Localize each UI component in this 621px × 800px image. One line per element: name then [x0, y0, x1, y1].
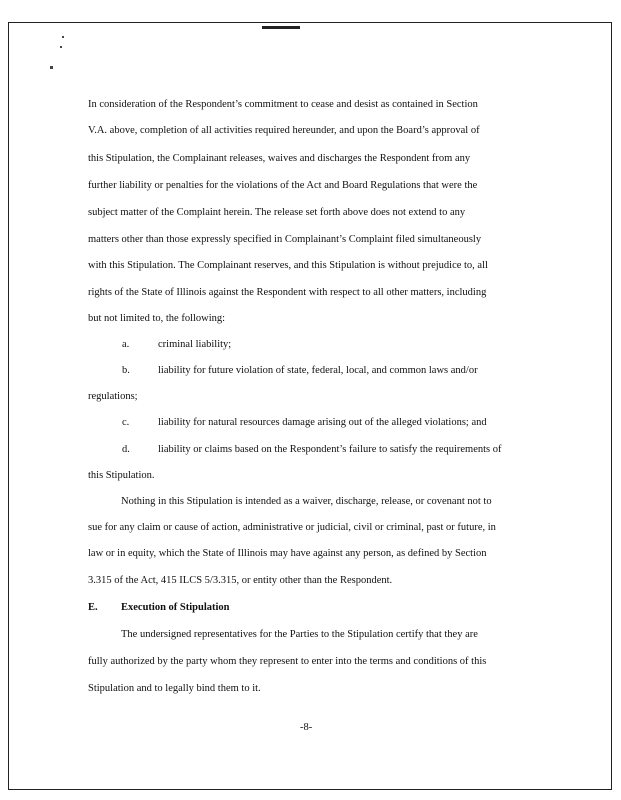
body-line: fully authorized by the party whom they represent to enter into the terms and conditions of this [88, 656, 487, 667]
body-line: subject matter of the Complaint herein. The release set forth above does not extend to any [88, 207, 466, 218]
body-line: rights of the State of Illinois against the Respondent with respect to all other matters, including [88, 287, 487, 298]
list-marker: b. [122, 365, 130, 376]
body-line: In consideration of the Respondent’s commitment to cease and desist as contained in Section [88, 99, 478, 110]
section-letter: E. [88, 602, 98, 613]
section-title: Execution of Stipulation [121, 602, 230, 613]
scan-speck [62, 36, 64, 38]
list-item-continuation: regulations; [88, 391, 138, 402]
scan-speck [60, 46, 62, 48]
page-border [8, 22, 612, 790]
scan-speck [50, 66, 53, 69]
body-line: matters other than those expressly specified in Complainant’s Complaint filed simultaneously [88, 234, 482, 245]
list-marker: a. [122, 339, 130, 350]
list-marker: d. [122, 444, 130, 455]
list-item-text: liability for future violation of state, federal, local, and common laws and/or [158, 365, 478, 376]
body-line: Nothing in this Stipulation is intended as a waiver, discharge, release, or covenant not to [121, 496, 492, 507]
list-item-text: liability or claims based on the Respondent’s failure to satisfy the requirements of [158, 444, 502, 455]
body-line: but not limited to, the following: [88, 313, 226, 324]
body-line: law or in equity, which the State of Illinois may have against any person, as defined by Section [88, 548, 487, 559]
body-line: 3.315 of the Act, 415 ILCS 5/3.315, or entity other than the Respondent. [88, 575, 393, 586]
body-line: this Stipulation, the Complainant releases, waives and discharges the Respondent from any [88, 153, 471, 164]
list-item-text: liability for natural resources damage arising out of the alleged violations; and [158, 417, 487, 428]
body-line: Stipulation and to legally bind them to it. [88, 683, 261, 694]
body-line: with this Stipulation. The Complainant reserves, and this Stipulation is without prejudice to, all [88, 260, 488, 271]
body-line: V.A. above, completion of all activities required hereunder, and upon the Board’s approval of [88, 125, 480, 136]
list-marker: c. [122, 417, 130, 428]
body-line: further liability or penalties for the violations of the Act and Board Regulations that were the [88, 180, 478, 191]
list-item-text: criminal liability; [158, 339, 232, 350]
body-line: The undersigned representatives for the Parties to the Stipulation certify that they are [121, 629, 478, 640]
page-number: -8- [300, 722, 313, 733]
list-item-continuation: this Stipulation. [88, 470, 155, 481]
scan-mark [262, 26, 300, 29]
body-line: sue for any claim or cause of action, administrative or judicial, civil or criminal, past or future, in [88, 522, 496, 533]
